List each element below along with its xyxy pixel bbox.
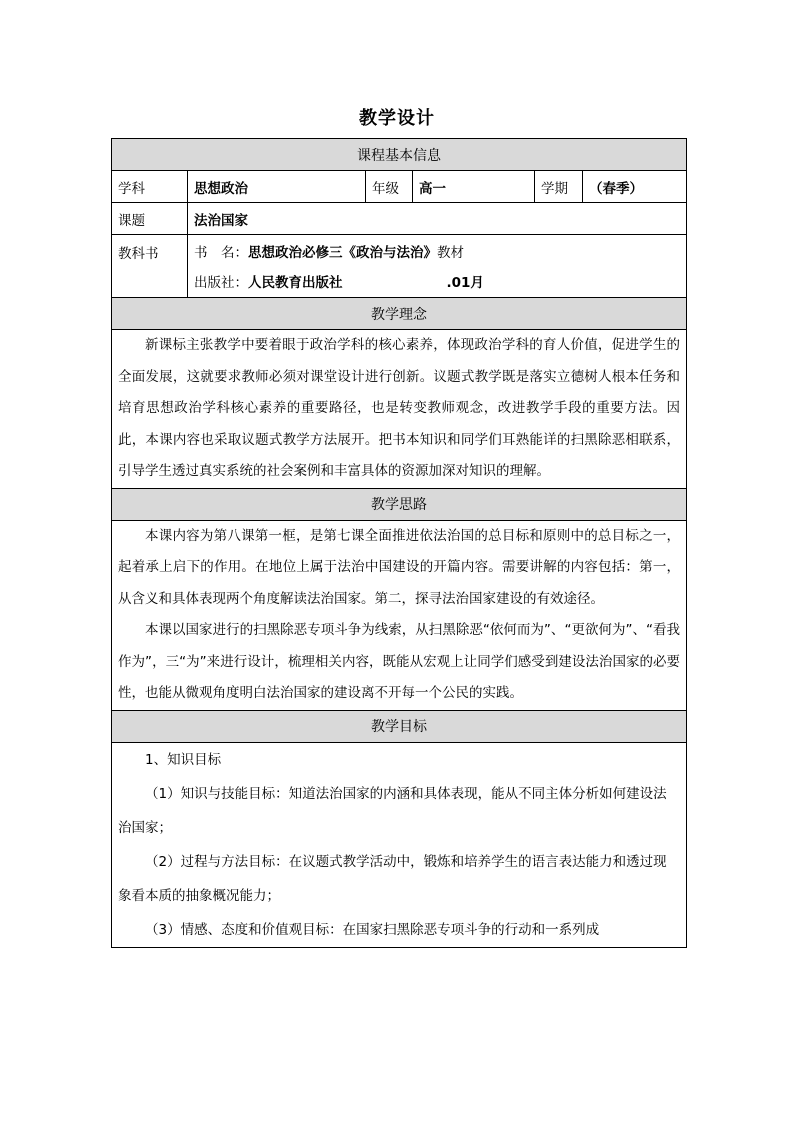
section-header-basic-info: 课程基本信息 bbox=[112, 139, 687, 171]
info-row-subject bbox=[112, 171, 687, 203]
objectives-heading: 1、知识目标 bbox=[145, 751, 222, 768]
approach-text bbox=[112, 520, 687, 710]
section-header-approach: 教学思路 bbox=[112, 488, 687, 520]
textbook-label: 教科书 bbox=[112, 235, 188, 298]
objective-item-2: （2）过程与方法目标：在议题式教学活动中，锻炼和培养学生的语言表达能力和透过现象看本质的抽象概况能力； bbox=[118, 853, 667, 904]
philosophy-text bbox=[112, 330, 687, 489]
lesson-design-table bbox=[111, 138, 686, 1022]
section-header-objectives: 教学目标 bbox=[112, 710, 687, 742]
book-name-label: 书 名： bbox=[194, 245, 248, 261]
philosophy-paragraph: 新课标主张教学中要着眼于政治学科的核心素养，体现政治学科的育人价值，促进学生的全面发展，这就要求教师必须对课堂设计进行创新。议题式教学既是落实立德树人根本任务和培育思想政治学科核心素养的重要路径，也是转变教师观念，改进教学手段的重要方法。因此，本课内容也采取议题式教学方法展开。把书本知识和同学们耳熟能详的扫黑除恶相联系，引导学生透过真实系统的社会案例和丰富具体的资源加深对知识的理解。 bbox=[118, 337, 681, 479]
topic-value: 法治国家 bbox=[188, 203, 687, 235]
book-name-suffix: 教材 bbox=[437, 245, 464, 261]
publisher-line bbox=[194, 266, 680, 296]
objectives-text bbox=[112, 742, 687, 947]
book-name-value: 思想政治必修三《政治与法治》 bbox=[248, 245, 437, 261]
term-value: （春季） bbox=[583, 171, 687, 203]
objective-item-3: （3）情感、态度和价值观目标：在国家扫黑除恶专项斗争的行动和一系列成 bbox=[145, 921, 600, 938]
grade-value: 高一 bbox=[413, 171, 535, 203]
grade-label: 年级 bbox=[366, 171, 413, 203]
section-header-philosophy: 教学理念 bbox=[112, 298, 687, 330]
objective-item-1: （1）知识与技能目标：知道法治国家的内涵和具体表现，能从不同主体分析如何建设法治国家； bbox=[118, 785, 667, 836]
info-row-textbook bbox=[112, 235, 687, 298]
page-title: 教学设计 bbox=[359, 108, 435, 129]
approach-paragraph-2: 本课以国家进行的扫黑除恶专项斗争为线索，从扫黑除恶“依何而为”、“更欲何为”、“看我作为”，三“为”来进行设计，梳理相关内容，既能从宏观上让同学们感受到建设法治国家的必要性，也能从微观角度明白法治国家的建设离不开每一个公民的实践。 bbox=[118, 622, 681, 701]
publish-date: .01月 bbox=[446, 275, 484, 291]
book-name-line bbox=[194, 236, 680, 266]
publisher-label: 出版社： bbox=[194, 275, 248, 291]
subject-value: 思想政治 bbox=[188, 171, 366, 203]
approach-paragraph-1: 本课内容为第八课第一框，是第七课全面推进依法治国的总目标和原则中的总目标之一，起着承上启下的作用。在地位上属于法治中国建设的开篇内容。需要讲解的内容包括：第一，从含义和具体表现两个角度解读法治国家。第二，探寻法治国家建设的有效途径。 bbox=[118, 527, 681, 607]
topic-label: 课题 bbox=[112, 203, 188, 235]
subject-label: 学科 bbox=[112, 171, 188, 203]
publisher-value: 人民教育出版社 bbox=[248, 275, 343, 291]
info-row-topic bbox=[112, 203, 687, 235]
term-label: 学期 bbox=[535, 171, 583, 203]
